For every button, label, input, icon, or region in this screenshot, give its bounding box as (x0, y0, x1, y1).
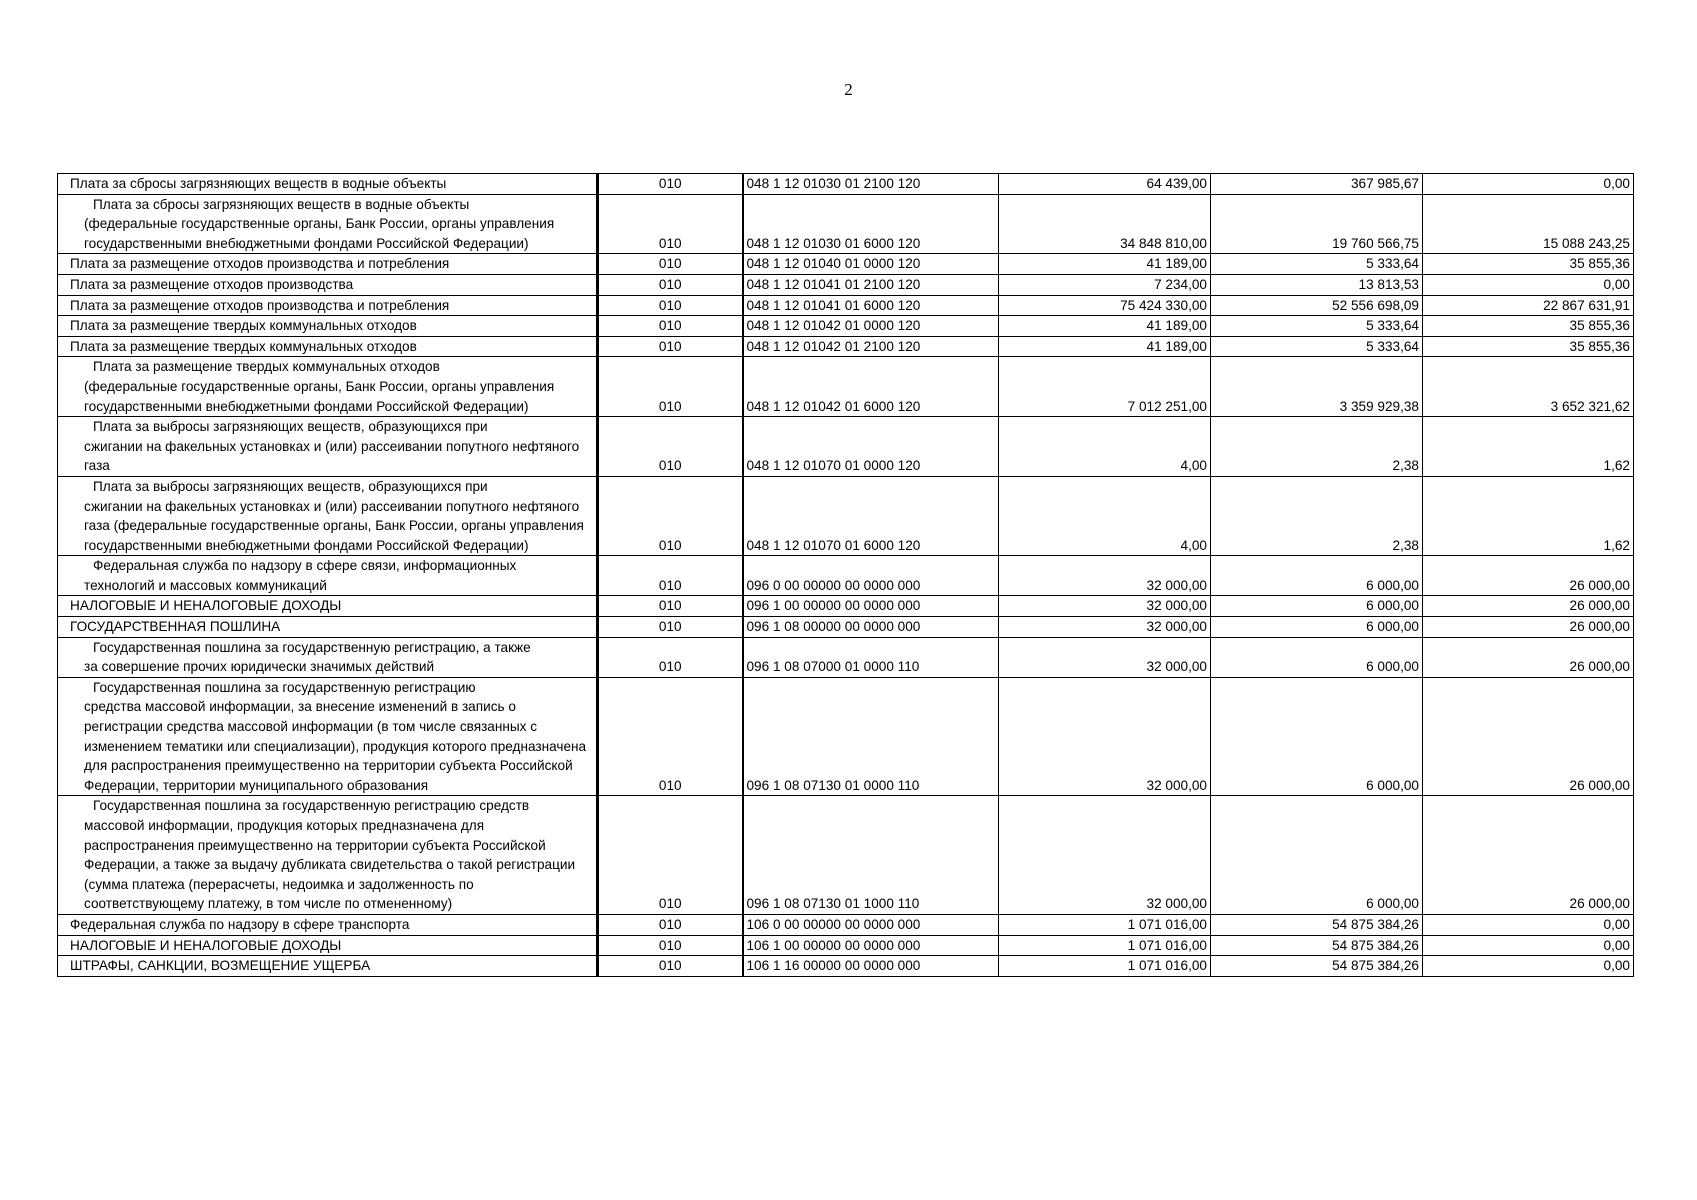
row-name-first-line: Плата за выбросы загрязняющих веществ, образующихся при (93, 419, 488, 435)
row-approved: 32 000,00 (999, 596, 1211, 617)
row-name-continuation: за совершение прочих юридически значимых действий (84, 659, 435, 675)
row-approved: 7 234,00 (999, 274, 1211, 295)
row-unexecuted: 22 867 631,91 (1423, 295, 1634, 316)
row-name-cell (58, 316, 598, 337)
row-name-first-line: Плата за выбросы загрязняющих веществ, образующихся при (93, 478, 488, 494)
row-unexecuted: 26 000,00 (1423, 796, 1634, 915)
table-body (58, 174, 1634, 977)
row-name-first-line: Государственная пошлина за государственную регистрацию средств (93, 798, 530, 814)
row-name-cell (58, 174, 598, 195)
table-row (58, 274, 1634, 295)
row-line-code: 010 (598, 637, 743, 677)
table-row (58, 316, 1634, 337)
row-unexecuted: 0,00 (1423, 274, 1634, 295)
row-unexecuted: 26 000,00 (1423, 637, 1634, 677)
table-row (58, 254, 1634, 275)
row-unexecuted: 0,00 (1423, 174, 1634, 195)
row-executed: 5 333,64 (1211, 254, 1423, 275)
row-approved: 32 000,00 (999, 637, 1211, 677)
row-executed: 3 359 929,38 (1211, 357, 1423, 417)
row-approved: 75 424 330,00 (999, 295, 1211, 316)
row-line-code: 010 (598, 476, 743, 555)
row-budget-code: 048 1 12 01042 01 2100 120 (743, 336, 999, 357)
row-approved: 41 189,00 (999, 336, 1211, 357)
row-name-first-line: Федеральная служба по надзору в сфере связи, информационных (93, 558, 517, 574)
row-name-continuation: технологий и массовых коммуникаций (84, 577, 327, 593)
row-name-cell (58, 336, 598, 357)
row-executed: 6 000,00 (1211, 637, 1423, 677)
row-budget-code: 096 1 08 07000 01 0000 110 (743, 637, 999, 677)
row-budget-code: 048 1 12 01040 01 0000 120 (743, 254, 999, 275)
row-approved: 34 848 810,00 (999, 194, 1211, 254)
row-unexecuted: 3 652 321,62 (1423, 357, 1634, 417)
row-line-code: 010 (598, 316, 743, 337)
row-approved: 7 012 251,00 (999, 357, 1211, 417)
row-budget-code: 048 1 12 01070 01 6000 120 (743, 476, 999, 555)
page-number: 2 (844, 80, 853, 99)
row-name-cell (58, 914, 598, 935)
row-unexecuted: 35 855,36 (1423, 254, 1634, 275)
row-name-cell (58, 596, 598, 617)
row-budget-code: 096 0 00 00000 00 0000 000 (743, 556, 999, 596)
table-row (58, 295, 1634, 316)
row-budget-code: 048 1 12 01030 01 6000 120 (743, 194, 999, 254)
row-name-cell (58, 637, 598, 677)
table-row (58, 357, 1634, 417)
row-name-cell (58, 295, 598, 316)
row-executed: 6 000,00 (1211, 796, 1423, 915)
row-name-first-line: Федеральная служба по надзору в сфере транспорта (70, 916, 410, 932)
row-name-cell (58, 357, 598, 417)
row-line-code: 010 (598, 174, 743, 195)
row-executed: 52 556 698,09 (1211, 295, 1423, 316)
table-row (58, 637, 1634, 677)
row-approved: 4,00 (999, 476, 1211, 555)
row-unexecuted: 35 855,36 (1423, 336, 1634, 357)
row-line-code: 010 (598, 677, 743, 796)
row-unexecuted: 0,00 (1423, 956, 1634, 977)
table-row (58, 914, 1634, 935)
row-approved: 41 189,00 (999, 316, 1211, 337)
row-unexecuted: 15 088 243,25 (1423, 194, 1634, 254)
row-unexecuted: 0,00 (1423, 935, 1634, 956)
row-approved: 32 000,00 (999, 677, 1211, 796)
row-line-code: 010 (598, 617, 743, 638)
row-unexecuted: 26 000,00 (1423, 556, 1634, 596)
row-approved: 32 000,00 (999, 796, 1211, 915)
row-name-first-line: Плата за размещение отходов производства и потребления (70, 256, 450, 272)
row-name-first-line: Плата за размещение отходов производства (70, 276, 354, 292)
row-unexecuted: 0,00 (1423, 914, 1634, 935)
row-line-code: 010 (598, 194, 743, 254)
row-budget-code: 048 1 12 01070 01 0000 120 (743, 417, 999, 477)
row-executed: 5 333,64 (1211, 336, 1423, 357)
row-name-cell (58, 796, 598, 915)
row-name-continuation: (федеральные государственные органы, Банк России, органы управления государственными внебюджетными фондами Российской Федерации) (84, 378, 555, 414)
table-row (58, 476, 1634, 555)
row-name-cell (58, 254, 598, 275)
row-budget-code: 096 1 08 00000 00 0000 000 (743, 617, 999, 638)
row-approved: 1 071 016,00 (999, 914, 1211, 935)
row-approved: 32 000,00 (999, 556, 1211, 596)
row-name-continuation: средства массовой информации, за внесение изменений в запись о регистрации средства массовой информации (в том числе связанных с изменением тематики или специализации), продукция которого предназначена для распространения преимущественно на территории субъекта Российской Федерации, территории муниципального образования (84, 699, 587, 793)
row-name-first-line: Плата за размещение твердых коммунальных отходов (70, 318, 417, 334)
row-line-code: 010 (598, 956, 743, 977)
row-executed: 54 875 384,26 (1211, 935, 1423, 956)
row-approved: 1 071 016,00 (999, 956, 1211, 977)
row-line-code: 010 (598, 556, 743, 596)
row-executed: 54 875 384,26 (1211, 956, 1423, 977)
row-budget-code: 096 1 08 07130 01 1000 110 (743, 796, 999, 915)
row-executed: 5 333,64 (1211, 316, 1423, 337)
row-line-code: 010 (598, 254, 743, 275)
table-row (58, 596, 1634, 617)
row-name-first-line: НАЛОГОВЫЕ И НЕНАЛОГОВЫЕ ДОХОДЫ (70, 598, 342, 614)
row-budget-code: 048 1 12 01042 01 0000 120 (743, 316, 999, 337)
row-budget-code: 106 1 16 00000 00 0000 000 (743, 956, 999, 977)
row-line-code: 010 (598, 935, 743, 956)
row-executed: 6 000,00 (1211, 617, 1423, 638)
row-executed: 6 000,00 (1211, 596, 1423, 617)
row-name-continuation: сжигании на факельных установках и (или) рассеивании попутного нефтяного газа (84, 438, 580, 474)
row-name-first-line: Плата за размещение твердых коммунальных отходов (93, 359, 440, 375)
table-row (58, 174, 1634, 195)
row-approved: 64 439,00 (999, 174, 1211, 195)
row-name-first-line: Плата за сбросы загрязняющих веществ в водные объекты (93, 196, 470, 212)
row-name-cell (58, 274, 598, 295)
row-line-code: 010 (598, 914, 743, 935)
table-row (58, 417, 1634, 477)
table-row (58, 617, 1634, 638)
row-budget-code: 106 0 00 00000 00 0000 000 (743, 914, 999, 935)
row-line-code: 010 (598, 796, 743, 915)
row-executed: 2,38 (1211, 417, 1423, 477)
row-unexecuted: 1,62 (1423, 417, 1634, 477)
row-approved: 4,00 (999, 417, 1211, 477)
row-executed: 54 875 384,26 (1211, 914, 1423, 935)
table-row (58, 935, 1634, 956)
row-name-cell (58, 617, 598, 638)
row-line-code: 010 (598, 596, 743, 617)
table-row (58, 336, 1634, 357)
row-name-cell (58, 417, 598, 477)
row-executed: 19 760 566,75 (1211, 194, 1423, 254)
row-unexecuted: 35 855,36 (1423, 316, 1634, 337)
row-unexecuted: 26 000,00 (1423, 617, 1634, 638)
row-line-code: 010 (598, 295, 743, 316)
row-name-first-line: Плата за размещение отходов производства и потребления (70, 297, 450, 313)
table-row (58, 956, 1634, 977)
row-executed: 13 813,53 (1211, 274, 1423, 295)
row-budget-code: 048 1 12 01030 01 2100 120 (743, 174, 999, 195)
row-budget-code: 096 1 08 07130 01 0000 110 (743, 677, 999, 796)
row-name-cell (58, 194, 598, 254)
row-budget-code: 048 1 12 01042 01 6000 120 (743, 357, 999, 417)
row-unexecuted: 26 000,00 (1423, 596, 1634, 617)
row-name-cell (58, 476, 598, 555)
row-name-first-line: Государственная пошлина за государственную регистрацию, а также (93, 639, 531, 655)
row-name-continuation: сжигании на факельных установках и (или) рассеивании попутного нефтяного газа (федеральные государственные органы, Банк России, органы управления государственными внебюджетными фондами Российской Федерации) (84, 498, 584, 553)
row-budget-code: 096 1 00 00000 00 0000 000 (743, 596, 999, 617)
row-name-cell (58, 556, 598, 596)
row-unexecuted: 26 000,00 (1423, 677, 1634, 796)
row-executed: 367 985,67 (1211, 174, 1423, 195)
row-line-code: 010 (598, 417, 743, 477)
row-name-first-line: Плата за сбросы загрязняющих веществ в водные объекты (70, 176, 447, 191)
row-name-continuation: (федеральные государственные органы, Банк России, органы управления государственными внебюджетными фондами Российской Федерации) (84, 216, 555, 251)
row-budget-code: 106 1 00 00000 00 0000 000 (743, 935, 999, 956)
row-line-code: 010 (598, 336, 743, 357)
row-approved: 1 071 016,00 (999, 935, 1211, 956)
row-budget-code: 048 1 12 01041 01 2100 120 (743, 274, 999, 295)
table-row (58, 677, 1634, 796)
row-line-code: 010 (598, 357, 743, 417)
row-name-first-line: Государственная пошлина за государственную регистрацию (93, 679, 476, 695)
row-name-first-line: НАЛОГОВЫЕ И НЕНАЛОГОВЫЕ ДОХОДЫ (70, 937, 342, 953)
row-executed: 6 000,00 (1211, 556, 1423, 596)
row-name-continuation: массовой информации, продукция которых предназначена для распространения преимущественно на территории субъекта Российской Федерации, а также за выдачу дубликата свидетельства о такой регистрации (сумма платежа (перерасчеты, недоимка и задолженность по соответствующему платежу, в том числе по отмененному) (84, 818, 576, 912)
row-name-first-line: ШТРАФЫ, САНКЦИИ, ВОЗМЕЩЕНИЕ УЩЕРБА (70, 958, 371, 974)
row-name-first-line: ГОСУДАРСТВЕННАЯ ПОШЛИНА (70, 619, 281, 635)
row-name-cell (58, 935, 598, 956)
row-executed: 2,38 (1211, 476, 1423, 555)
table-row (58, 194, 1634, 254)
row-line-code: 010 (598, 274, 743, 295)
row-name-first-line: Плата за размещение твердых коммунальных отходов (70, 338, 417, 354)
table-row (58, 556, 1634, 596)
row-budget-code: 048 1 12 01041 01 6000 120 (743, 295, 999, 316)
row-name-cell (58, 677, 598, 796)
row-approved: 32 000,00 (999, 617, 1211, 638)
row-unexecuted: 1,62 (1423, 476, 1634, 555)
table-row (58, 796, 1634, 915)
row-name-cell (58, 956, 598, 977)
revenue-table (57, 173, 1634, 977)
row-executed: 6 000,00 (1211, 677, 1423, 796)
row-approved: 41 189,00 (999, 254, 1211, 275)
